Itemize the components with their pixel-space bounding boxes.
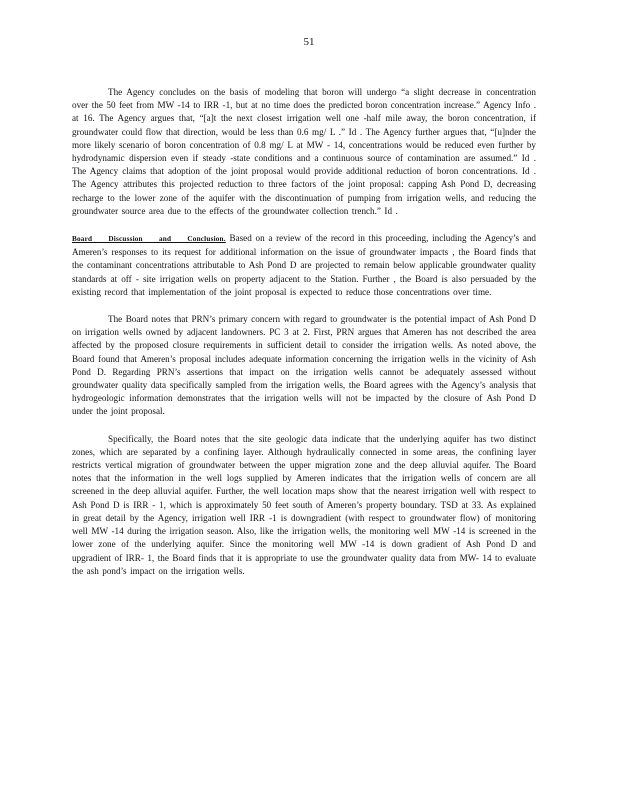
paragraph-agency-conclusion <box>72 86 536 218</box>
document-body <box>72 86 536 592</box>
paragraph-board-discussion <box>72 232 536 299</box>
page-number: 51 <box>303 36 315 48</box>
paragraph-prn-concern <box>72 313 536 419</box>
paragraph-text: Based on a review of the record in this proceeding, including the Agency’s and Ameren’s responses to its request for additional information on the issue of groundwater impacts , the Board finds that the contaminant concentrations attributable to Ash Pond D are projected to remain below applicable groundwater quality standards at off - site irrigation wells on property adjacent to the Station. Further , the Board is also persuaded by the existing record that implementation of the joint proposal is expected to reduce those concentrations over time. <box>72 233 536 297</box>
paragraph-text: The Agency concludes on the basis of modeling that boron will undergo “a slight decrease in concentration over the 50 feet from MW -14 to IRR -1, but at no time does the predicted boron concentration increase.” Agency Info . at 16. The Agency argues that, “[a]t the next closest irrigation well one -half mile away, the boron concentration, if groundwater could flow that direction, would be less than 0.6 mg/ L .” Id . The Agency further argues that, “[u]nder the more likely scenario of boron concentration of 0.8 mg/ L at MW - 14, concentrations would be reduced even further by hydrodynamic dispersion even if steady -state conditions and a continuous source of contamination are assumed.” Id . The Agency claims that adoption of the joint proposal would provide additional reduction of boron concentrations. Id . The Agency attributes this projected reduction to three factors of the joint proposal: capping Ash Pond D, decreasing recharge to the lower zone of the aquifer with the discontinuation of pumping from irrigation wells, and reducing the groundwater source area due to the effects of the groundwater collection trench.” Id . <box>72 87 536 216</box>
paragraph-geologic-data <box>72 433 536 578</box>
paragraph-text: The Board notes that PRN’s primary concern with regard to groundwater is the potential impact of Ash Pond D on irrigation wells owned by adjacent landowners. PC 3 at 2. First, PRN argues that Ameren has not described the area affected by the proposed closure requirements in sufficient detail to consider the irrigation wells. As noted above, the Board found that Ameren’s proposal includes adequate information concerning the irrigation wells in the vicinity of Ash Pond D. Regarding PRN’s assertions that impact on the irrigation wells cannot be adequately assessed without groundwater quality data specifically sampled from the irrigation wells, the Board agrees with the Agency’s analysis that hydrogeologic information demonstrates that the irrigation wells will not be impacted by the closure of Ash Pond D under the joint proposal. <box>72 314 536 417</box>
section-heading: Board Discussion and Conclusion. <box>72 235 226 244</box>
paragraph-text: Specifically, the Board notes that the site geologic data indicate that the underlying aquifer has two distinct zones, which are separated by a confining layer. Although hydraulically connected in some areas, the confining layer restricts vertical migration of groundwater between the upper migration zone and the deep alluvial aquifer. The Board notes that the information in the well logs supplied by Ameren indicates that the irrigation wells of concern are all screened in the deep alluvial aquifer. Further, the well location maps show that the nearest irrigation well with respect to Ash Pond D is IRR - 1, which is approximately 50 feet south of Ameren’s property boundary. TSD at 33. As explained in great detail by the Agency, irrigation well IRR -1 is downgradient (with respect to groundwater flow) of monitoring well MW -14 during the irrigation season. Also, like the irrigation wells, the monitoring well MW -14 is screened in the lower zone of the underlying aquifer. Since the monitoring well MW -14 is down gradient of Ash Pond D and upgradient of IRR- 1, the Board finds that it is appropriate to use the groundwater quality data from MW- 14 to evaluate the ash pond’s impact on the irrigation wells. <box>72 433 536 576</box>
